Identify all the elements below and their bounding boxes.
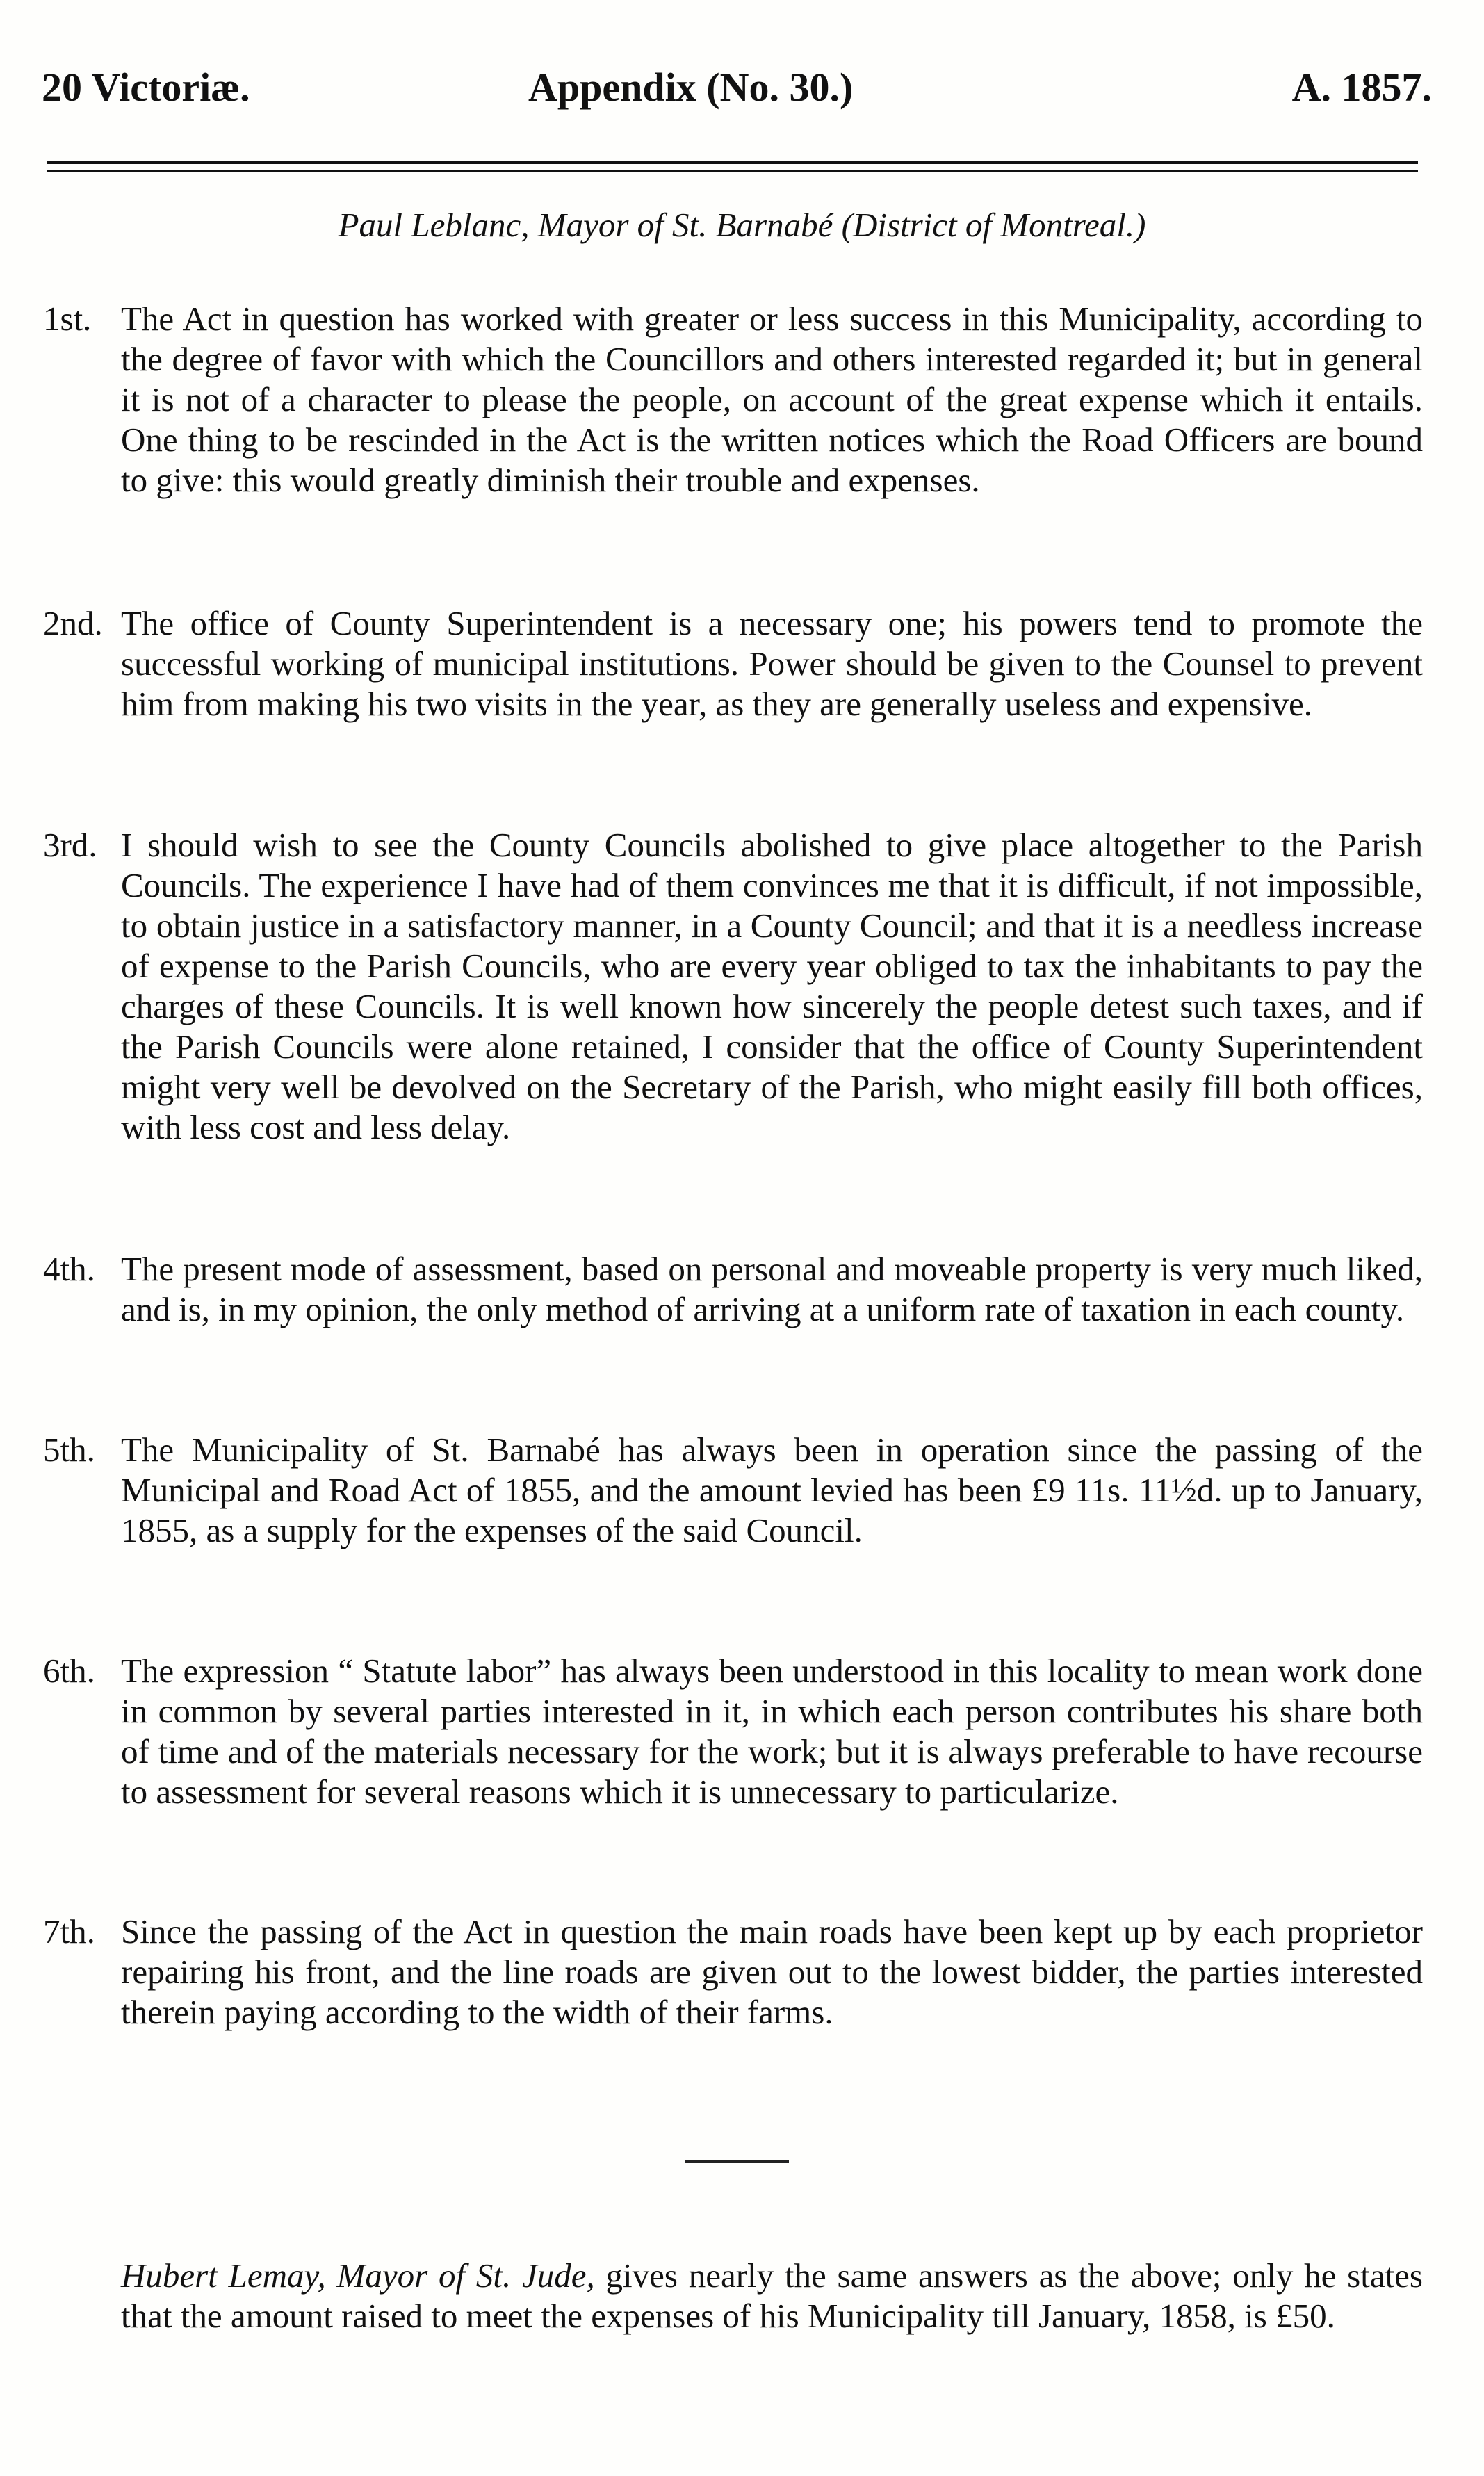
answer-number: 6th. [43, 1652, 95, 1690]
answer-text: The office of County Superintendent is a necessary one; his powers tend to promote the successful working of municipal institutions. Power should be given to the Counsel to prevent him from making his two visits in the year, as they are generally useless and expensive. [121, 604, 1423, 723]
answer-number: 1st. [43, 300, 92, 338]
answer-item [43, 1912, 1423, 2033]
header-appendix: Appendix (No. 30.) [528, 65, 854, 110]
answer-number: 7th. [43, 1912, 95, 1950]
header-year: A. 1857. [1291, 65, 1432, 110]
section-divider [685, 2160, 789, 2163]
answer-item [43, 1249, 1423, 1330]
header-rule-thick [47, 161, 1418, 164]
closing-name: Hubert Lemay, Mayor of St. Jude, [121, 2256, 595, 2295]
answer-text: The Act in question has worked with greater or less success in this Municipality, according to the degree of favor with which the Councillors and others interested regarded it; but in general it is not of a character to please the people, on account of the great expense which it entails. One thing to be rescinded in the Act is the written notices which the Road Officers are bound to give: this would greatly diminish their trouble and expenses. [121, 300, 1423, 499]
closing-text: gives nearly the same answers as the above; only he states that the amount raised to meet the expenses of his Municipality till January, 1858, is £50. [121, 2256, 1423, 2335]
answer-text: The Municipality of St. Barnabé has always been in operation since the passing of the Municipal and Road Act of 1855, and the amount levied has been £9 11s. 11½d. up to January, 1855, as a supply for the expenses of the said Council. [121, 1431, 1423, 1549]
header-rule-thin [47, 170, 1418, 172]
heading-title: Mayor of St. Barnabé [529, 206, 842, 244]
answer-item [43, 299, 1423, 500]
answer-number: 3rd. [43, 826, 97, 864]
closing-paragraph [121, 2256, 1423, 2336]
section-heading [0, 205, 1484, 245]
answer-text: I should wish to see the County Councils abolished to give place altogether to the Parish Councils. The experience I have had of them convinces me that it is difficult, if not impossible, to obtain justice in a satisfactory manner, in a County Council; and that it is a needless increase of expense to the Parish Councils, who are every year obliged to tax the inhabitants to pay the charges of these Councils. It is well known how sincerely the people detest such taxes, and if the Parish Councils were alone retained, I consider that the office of County Superintendent might very well be devolved on the Secretary of the Parish, who might easily fill both offices, with less cost and less delay. [121, 826, 1423, 1146]
answer-text: The present mode of assessment, based on personal and moveable property is very much liked, and is, in my opinion, the only method of arriving at a uniform rate of taxation in each county. [121, 1250, 1423, 1328]
answer-number: 5th. [43, 1431, 95, 1469]
answer-item [43, 825, 1423, 1148]
answer-text: The expression “ Statute labor” has always been understood in this locality to mean work done in common by several parties interested in it, in which each person contributes his share both of time and of the materials necessary for the work; but it is always preferable to have recourse to assessment for several reasons which it is unnecessary to particularize. [121, 1652, 1423, 1811]
answer-item [43, 1430, 1423, 1551]
header-session: 20 Victoriæ. [42, 65, 250, 110]
heading-name: Paul Leblanc, [338, 206, 530, 244]
answer-number: 4th. [43, 1250, 95, 1288]
answer-item [43, 603, 1423, 724]
heading-district: (District of Montreal.) [841, 206, 1146, 244]
page-header [42, 64, 1432, 120]
answer-text: Since the passing of the Act in question the main roads have been kept up by each proprietor repairing his front, and the line roads are given out to the lowest bidder, the parties interested therein paying according to the width of their farms. [121, 1912, 1423, 2031]
answer-number: 2nd. [43, 604, 103, 642]
answer-item [43, 1651, 1423, 1812]
